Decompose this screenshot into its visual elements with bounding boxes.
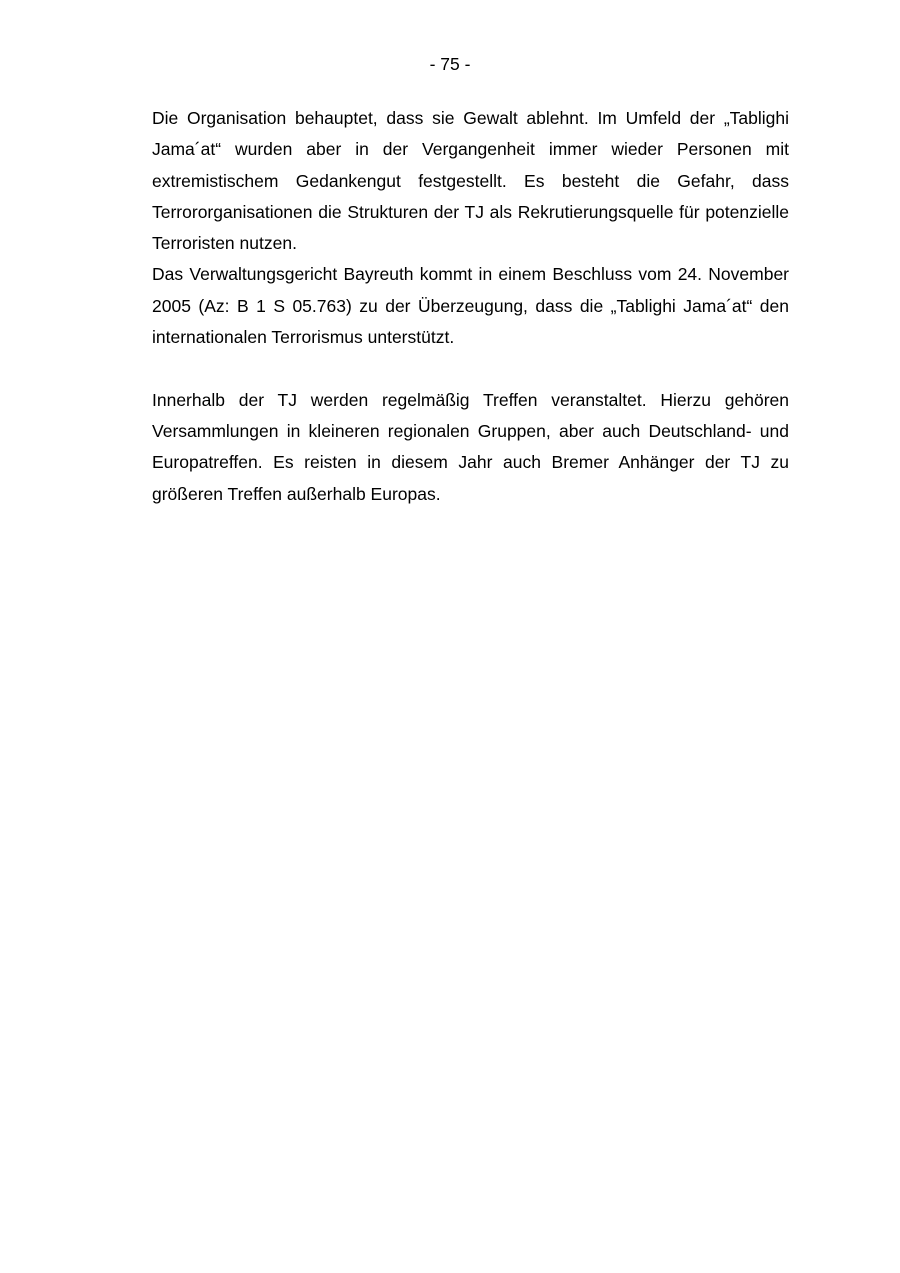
paragraph-court-decision: Das Verwaltungsgericht Bayreuth kommt in einem Beschluss vom 24. November 2005 (Az: B 1 S 05.763) zu der Überzeugung, dass die „Tablighi Jama´at“ den internationalen Terrorismus unterstützt. [152, 264, 789, 348]
document-body [152, 103, 789, 510]
page-number: - 75 - [429, 54, 471, 74]
paragraph-meetings: Innerhalb der TJ werden regelmäßig Treffen veranstaltet. Hierzu gehören Versammlungen in kleineren regionalen Gruppen, aber auch Deutschland- und Europatreffen. Es reisten in diesem Jahr auch Bremer Anhänger der TJ zu größeren Treffen außerhalb Europas. [152, 389, 789, 504]
paragraph-organisation: Die Organisation behauptet, dass sie Gewalt ablehnt. Im Umfeld der „Tablighi Jama´at“ wurden aber in der Vergangenheit immer wieder Personen mit extremistischem Gedankengut festgestellt. Es besteht die Gefahr, dass Terrororganisationen die Strukturen der TJ als Rekrutierungsquelle für potenzielle Terroristen nutzen. [152, 108, 789, 254]
paragraph-spacer [152, 353, 789, 384]
